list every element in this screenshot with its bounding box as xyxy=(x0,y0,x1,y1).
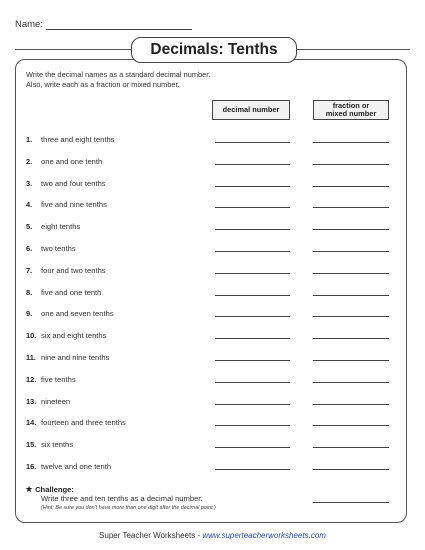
problem-text: five and one tenth xyxy=(41,287,102,297)
name-label: Name: xyxy=(15,19,43,30)
fraction-answer-line[interactable] xyxy=(313,164,389,165)
decimal-answer-line[interactable] xyxy=(215,186,290,187)
decimal-answer-line[interactable] xyxy=(215,251,290,252)
decimal-answer-line[interactable] xyxy=(215,229,290,230)
fraction-answer-line[interactable] xyxy=(313,251,389,252)
decimal-answer-line[interactable] xyxy=(215,295,290,296)
problem-text: fourteen and three tenths xyxy=(41,418,126,428)
problem-number: 12. xyxy=(26,374,37,384)
instructions-line-2: Also, write each as a fraction or mixed number. xyxy=(26,79,180,89)
problem-text: eight tenths xyxy=(41,222,81,232)
problem-row xyxy=(0,397,425,409)
problem-row xyxy=(0,244,425,256)
decimal-answer-line[interactable] xyxy=(215,425,290,426)
problem-text: five tenths xyxy=(41,374,76,384)
challenge-label: Challenge: xyxy=(35,485,74,494)
problem-number: 1. xyxy=(26,135,33,144)
problem-number: 11. xyxy=(26,353,36,362)
problem-row xyxy=(0,462,425,474)
fraction-answer-line[interactable] xyxy=(313,295,389,296)
problem-text: five and nine tenths xyxy=(41,200,107,210)
problem-number: 10. xyxy=(26,331,37,341)
challenge-hint: (Hint: Be sure you don't have more than one digit after the decimal point.) xyxy=(41,505,216,511)
problem-text: three and eight tenths xyxy=(41,135,115,144)
header-fraction-line-2: mixed number xyxy=(325,109,377,118)
problem-text: nine and nine tenths xyxy=(41,353,110,362)
problem-text: nineteen xyxy=(41,396,71,406)
problem-row xyxy=(0,200,425,212)
name-field-row xyxy=(15,19,192,30)
footer-separator: - xyxy=(195,531,203,540)
fraction-answer-line[interactable] xyxy=(313,469,389,470)
decimal-answer-line[interactable] xyxy=(215,382,290,383)
problem-number: 13. xyxy=(26,396,37,406)
problem-row xyxy=(0,288,425,300)
problem-number: 16. xyxy=(26,462,37,471)
problem-text: twelve and one tenth xyxy=(41,462,112,471)
footer-brand: Super Teacher Worksheets xyxy=(99,531,196,540)
name-line[interactable] xyxy=(46,20,192,30)
header-decimal-label: decimal number xyxy=(222,105,280,114)
problem-row xyxy=(0,353,425,365)
problem-text: six tenths xyxy=(41,440,74,450)
fraction-answer-line[interactable] xyxy=(313,229,389,230)
problem-row xyxy=(0,222,425,234)
problem-number: 8. xyxy=(26,287,33,297)
problem-row xyxy=(0,135,425,147)
challenge-answer-line[interactable] xyxy=(313,502,389,503)
problem-text: six and eight tenths xyxy=(41,331,107,341)
decimal-answer-line[interactable] xyxy=(215,207,290,208)
problem-row xyxy=(0,440,425,452)
decimal-answer-line[interactable] xyxy=(215,469,290,470)
header-fraction-line-1: fraction or xyxy=(332,101,370,110)
decimal-answer-line[interactable] xyxy=(215,316,290,317)
instructions xyxy=(26,70,210,89)
fraction-answer-line[interactable] xyxy=(313,404,389,405)
problem-text: four and two tenths xyxy=(41,265,106,275)
problem-number: 7. xyxy=(26,265,33,275)
problem-number: 3. xyxy=(26,178,33,188)
fraction-answer-line[interactable] xyxy=(313,382,389,383)
fraction-answer-line[interactable] xyxy=(313,338,389,339)
problem-row xyxy=(0,157,425,169)
problem-number: 15. xyxy=(26,440,37,450)
fraction-answer-line[interactable] xyxy=(313,447,389,448)
decimal-answer-line[interactable] xyxy=(215,338,290,339)
decimal-answer-line[interactable] xyxy=(215,164,290,165)
challenge-text: Write three and ten tenths as a decimal number. xyxy=(41,494,203,503)
star-icon: ★ xyxy=(25,484,34,494)
problem-number: 2. xyxy=(26,156,33,166)
worksheet-title-text: Decimals: Tenths xyxy=(150,41,278,58)
decimal-answer-line[interactable] xyxy=(215,360,290,361)
fraction-answer-line[interactable] xyxy=(313,273,389,274)
problem-number: 4. xyxy=(26,200,33,210)
worksheet-title xyxy=(131,37,297,63)
problem-text: one and one tenth xyxy=(41,156,103,166)
problem-row xyxy=(0,179,425,191)
fraction-answer-line[interactable] xyxy=(313,316,389,317)
fraction-answer-line[interactable] xyxy=(313,425,389,426)
problem-number: 6. xyxy=(26,244,33,253)
fraction-answer-line[interactable] xyxy=(313,360,389,361)
decimal-answer-line[interactable] xyxy=(215,142,290,143)
decimal-answer-line[interactable] xyxy=(215,404,290,405)
problem-number: 5. xyxy=(26,222,33,232)
problem-row xyxy=(0,418,425,430)
footer xyxy=(0,531,425,540)
decimal-answer-line[interactable] xyxy=(215,447,290,448)
problem-row xyxy=(0,266,425,278)
footer-url[interactable]: www.superteacherworksheets.com xyxy=(202,531,326,540)
fraction-answer-line[interactable] xyxy=(313,142,389,143)
decimal-answer-line[interactable] xyxy=(215,273,290,274)
problem-row xyxy=(0,309,425,321)
problem-text: two tenths xyxy=(41,244,76,253)
fraction-answer-line[interactable] xyxy=(313,186,389,187)
instructions-line-1: Write the decimal names as a standard decimal number. xyxy=(26,70,211,79)
problem-text: two and four tenths xyxy=(41,178,106,188)
problem-row xyxy=(0,375,425,387)
problem-text: one and seven tenths xyxy=(41,309,114,319)
problem-row xyxy=(0,331,425,343)
header-fraction-mixed-number xyxy=(313,100,389,120)
problem-number: 9. xyxy=(26,309,33,319)
fraction-answer-line[interactable] xyxy=(313,207,389,208)
problem-number: 14. xyxy=(26,418,37,428)
header-decimal-number xyxy=(212,100,290,120)
